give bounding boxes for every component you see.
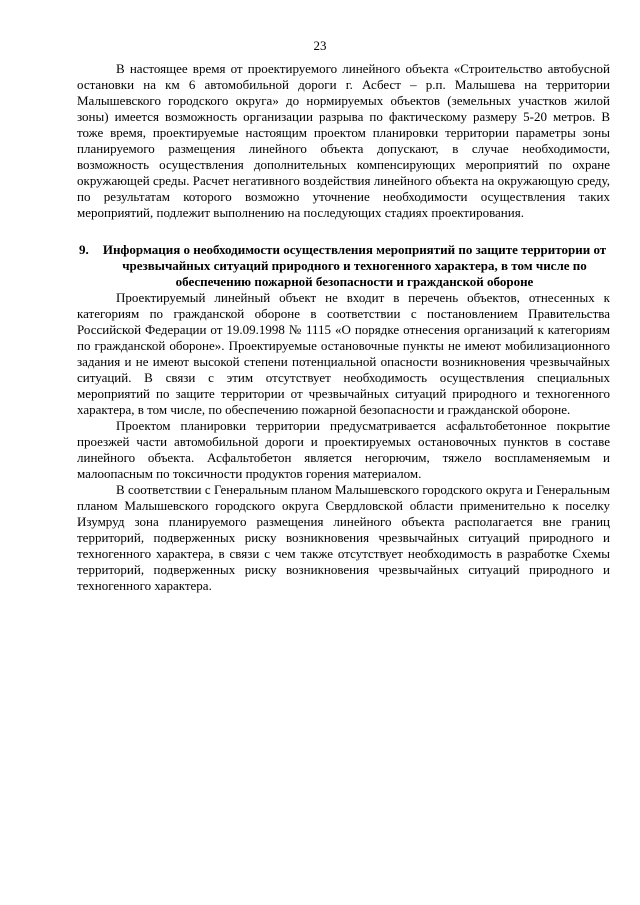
paragraph-asphalt-coating: Проектом планировки территории предусматривается асфальтобетонное покрытие проезжей части автомобильной дороги и проектируемых остановочных пунктов в составе линейного объекта. Асфальтобетон является негорючим, тяжело воспламеняемым и малоопасным по токсичности продуктов горения материалом.	[77, 418, 610, 481]
section-heading	[77, 242, 610, 290]
paragraph-setback-distance: В настоящее время от проектируемого линейного объекта «Строительство автобусной остановки на км 6 автомобильной дороги г. Асбест – р.п. Малышева на территории Малышевского городского округа» до нормируемых объектов (земельных участков жилой зоны) имеется возможность организации разрыва по фактическому размеру 5-20 метров. В тоже время, проектируемые настоящим проектом планировки территории параметры зоны планируемого размещения линейного объекта допускают, в случае необходимости, возможность осуществления дополнительных компенсирующих мероприятий по охране окружающей среды. Расчет негативного воздействия линейного объекта на окружающую среду, по результатам которого возможно уточнение необходимости осуществления таких мероприятий, подлежит выполнению на последующих стадиях проектирования.	[77, 61, 610, 220]
page-number: 23	[313, 38, 327, 53]
paragraph-general-plan: В соответствии с Генеральным планом Малышевского городского округа и Генеральным планом Малышевского городского округа Свердловской области применительно к поселку Изумруд зона планируемого размещения линейного объекта располагается вне границ территорий, подверженных риску возникновения чрезвычайных ситуаций природного и техногенного характера, в связи с чем также отсутствует необходимость в разработке Схемы территорий, подверженных риску возникновения чрезвычайных ситуаций природного и техногенного характера.	[77, 482, 610, 593]
page-content	[77, 61, 610, 594]
section-number: 9.	[79, 242, 89, 257]
paragraph-civil-defense: Проектируемый линейный объект не входит в перечень объектов, отнесенных к категориям по гражданской обороне в соответствии с постановлением Правительства Российской Федерации от 19.09.1998 № 1115 «О порядке отнесения организаций к категориям по гражданской обороне». Проектируемые остановочные пункты не имеют мобилизационного задания и не имеют высокой степени потенциальной опасности возникновения чрезвычайных ситуаций. В связи с этим отсутствует необходимость осуществления специальных мероприятий по защите территории от чрезвычайных ситуаций природного и техногенного характера, в том числе, по обеспечению пожарной безопасности и гражданской обороне.	[77, 290, 610, 417]
section-title: Информация о необходимости осуществления мероприятий по защите территории от чрезвычайных ситуаций природного и техногенного характера, в том числе по обеспечению пожарной безопасности и гражданской обороне	[102, 242, 607, 289]
